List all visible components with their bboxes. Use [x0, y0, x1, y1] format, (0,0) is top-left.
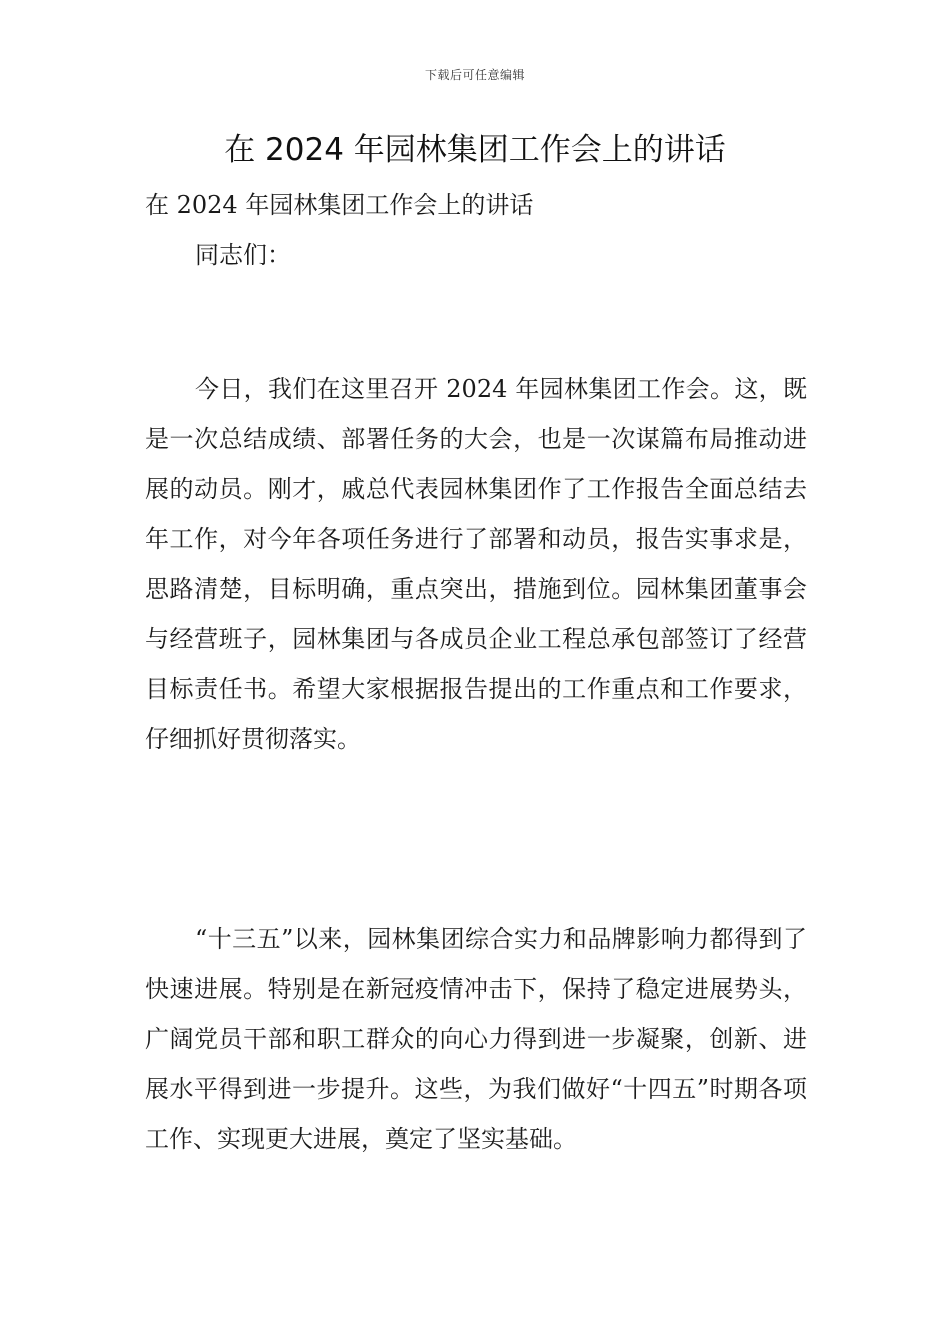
- document-body: [145, 180, 807, 1164]
- page-title: 在 2024 年园林集团工作会上的讲话: [224, 132, 726, 168]
- subtitle: 在 2024 年园林集团工作会上的讲话: [145, 191, 534, 219]
- header-note: 下载后可任意编辑: [424, 68, 525, 82]
- paragraph: 今日，我们在这里召开 2024 年园林集团工作会。这，既是一次总结成绩、部署任务的大会，也是一次谋篇布局推动进展的动员。刚才，戚总代表园林集团作了工作报告全面总结去年工作，对今年各项任务进行了部署和动员，报告实事求是，思路清楚，目标明确，重点突出，措施到位。园林集团董事会与经营班子，园林集团与各成员企业工程总承包部签订了经营目标责任书。希望大家根据报告提出的工作重点和工作要求，仔细抓好贯彻落实。: [145, 375, 807, 753]
- paragraph: “十三五”以来，园林集团综合实力和品牌影响力都得到了快速进展。特别是在新冠疫情冲击下，保持了稳定进展势头，广阔党员干部和职工群众的向心力得到进一步凝聚，创新、进展水平得到进一步提升。这些，为我们做好“十四五”时期各项工作、实现更大进展，奠定了坚实基础。: [145, 925, 807, 1153]
- salutation: 同志们：: [195, 241, 291, 269]
